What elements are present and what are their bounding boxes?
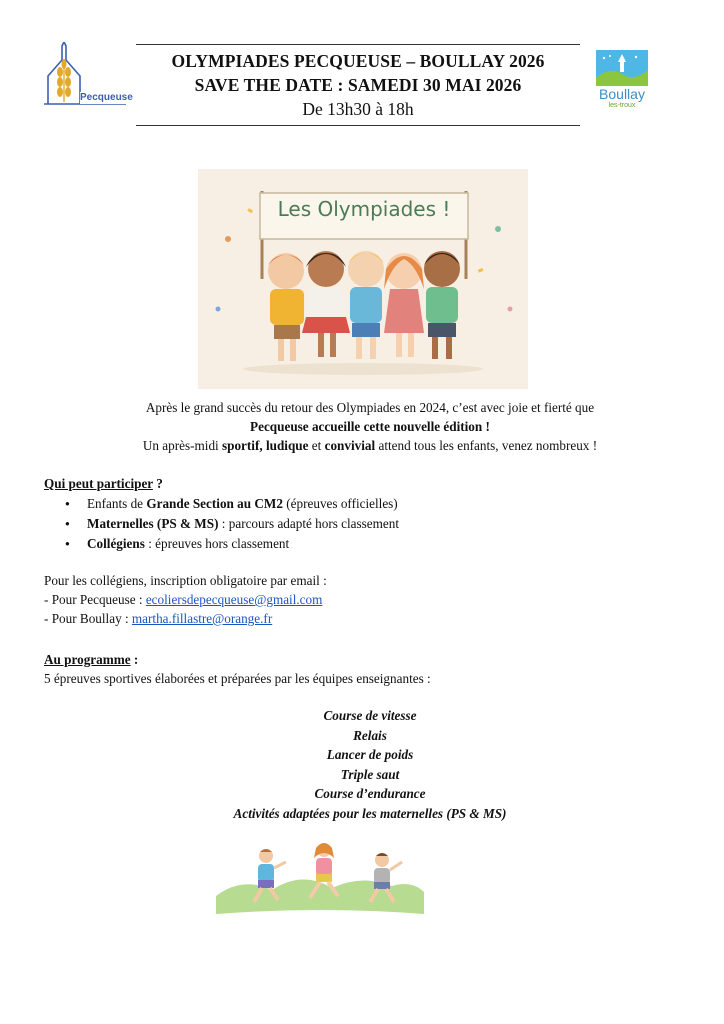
programme-title-suffix: : — [130, 652, 139, 667]
list-item: Relais — [353, 727, 387, 743]
boullay-logo — [592, 48, 652, 112]
list-item — [44, 494, 684, 514]
item-bold: Collégiens — [87, 536, 145, 551]
church-wheat-logo-icon — [42, 42, 128, 114]
pecqueuse-logo — [42, 42, 133, 114]
item-bold: Grande Section au CM2 — [146, 496, 283, 511]
event-time: De 13h30 à 18h — [302, 99, 414, 119]
runners-icon — [212, 840, 426, 920]
item-bold: Maternelles (PS & MS) — [87, 516, 219, 531]
participants-title-suffix: ? — [152, 476, 163, 491]
participants-section — [44, 474, 684, 554]
olympiades-banner-illustration — [198, 169, 528, 389]
list-item: Course de vitesse — [323, 708, 417, 723]
item-post: : épreuves hors classement — [144, 536, 290, 551]
intro-line-3-c: et — [308, 438, 325, 453]
pecqueuse-logo-label: Pecqueuse — [80, 92, 133, 103]
intro-line-3-a: Un après-midi — [142, 438, 222, 453]
intro-line-1: Après le grand succès du retour des Olympiades en 2024, c’est avec joie et fierté que — [145, 400, 595, 415]
intro-line-3-b: sportif, ludique — [222, 438, 309, 453]
header-box — [136, 44, 580, 126]
intro-line-3 — [60, 436, 680, 455]
item-post: : parcours adapté hors classement — [218, 516, 400, 531]
boullay-logo-sublabel: les-troux — [608, 102, 636, 109]
programme-intro: 5 épreuves sportives élaborées et préparées par les équipes enseignantes : — [44, 671, 431, 686]
participants-list — [44, 494, 684, 554]
registration-boullay — [44, 609, 684, 628]
boullay-email-link[interactable]: martha.fillastre@orange.fr — [131, 611, 273, 626]
intro-line-3-e: attend tous les enfants, venez nombreux ! — [375, 438, 598, 453]
participants-heading — [44, 474, 684, 493]
intro-line-2: Pecqueuse accueille cette nouvelle édition ! — [250, 419, 490, 434]
pecqueuse-email-link[interactable]: ecoliersdepecqueuse@gmail.com — [145, 592, 323, 607]
programme-title: Au programme — [44, 652, 131, 667]
boullay-label: - Pour Boullay : — [44, 611, 132, 626]
intro-paragraph — [60, 398, 680, 455]
item-pre: Enfants de — [87, 496, 147, 511]
boullay-logo-label: Boullay — [599, 86, 645, 102]
registration-section — [44, 571, 684, 628]
list-item — [44, 534, 684, 554]
list-item: Activités adaptées pour les maternelles (PS & MS) — [233, 805, 507, 821]
list-item: Course d’endurance — [314, 786, 426, 801]
participants-title: Qui peut participer — [44, 476, 153, 491]
pecqueuse-label: - Pour Pecqueuse : — [44, 592, 146, 607]
save-the-date: SAVE THE DATE : SAMEDI 30 MAI 2026 — [194, 75, 522, 95]
running-children-illustration — [212, 840, 426, 920]
event-title: OLYMPIADES PECQUEUSE – BOULLAY 2026 — [171, 51, 545, 71]
list-item — [44, 514, 684, 534]
registration-intro: Pour les collégiens, inscription obligatoire par email : — [44, 573, 327, 588]
programme-section — [44, 650, 684, 688]
programme-heading — [44, 650, 684, 669]
intro-line-3-d: convivial — [324, 438, 376, 453]
list-item: Lancer de poids — [326, 747, 414, 762]
registration-pecqueuse — [44, 590, 684, 609]
events-list — [100, 706, 640, 823]
banner-text: Les Olympiades ! — [277, 197, 451, 221]
item-post: (épreuves officielles) — [282, 496, 398, 511]
list-item: Triple saut — [340, 766, 400, 782]
